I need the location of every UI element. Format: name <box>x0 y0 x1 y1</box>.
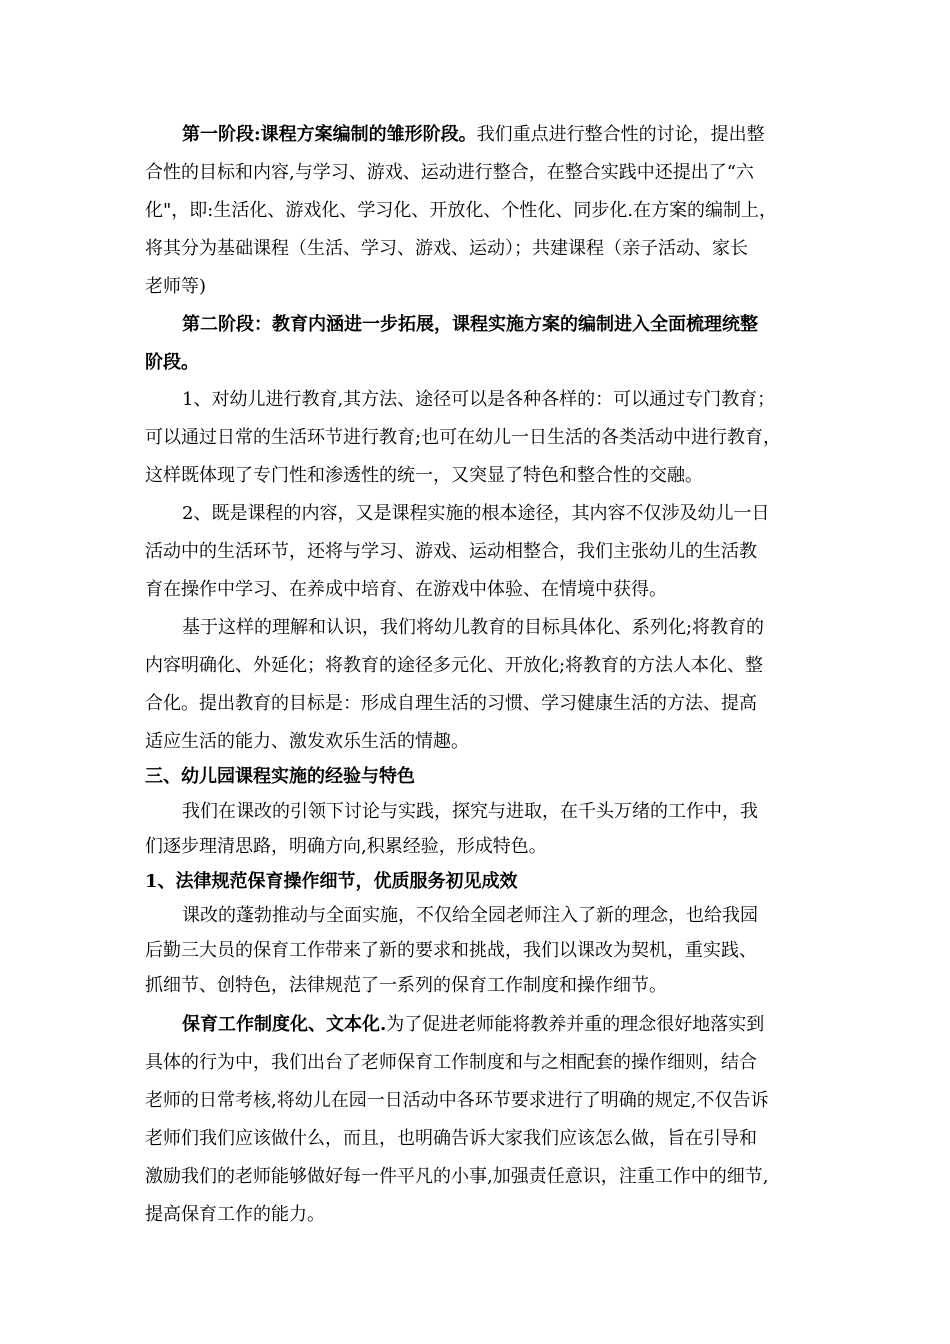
stage1-line-1-text: 我们重点进行整合性的讨论，提出整 <box>476 124 765 145</box>
para3-line-3: 合化。提出教育的目标是：形成自理生活的习惯、学习健康生活的方法、提高 <box>145 693 757 714</box>
para6-line-4: 老师们我们应该做什么，而且，也明确告诉大家我们应该怎么做，旨在引导和 <box>145 1128 757 1149</box>
para5-line-2: 后勤三大员的保育工作带来了新的要求和挑战，我们以课改为契机，重实践、 <box>145 940 757 961</box>
para6-line-2: 具体的行为中，我们出台了老师保育工作制度和与之相配套的操作细则，结合 <box>145 1052 757 1073</box>
para1-line-1: 1、对幼儿进行教育,其方法、途径可以是各种各样的：可以通过专门教育； <box>182 389 776 410</box>
para6-line-1 <box>182 1014 764 1036</box>
stage1-line-4: 将其分为基础课程（生活、学习、游戏、运动）；共建课程（亲子活动、家长 <box>145 238 748 259</box>
stage2-heading-line-1: 第二阶段：教育内涵进一步拓展，课程实施方案的编制进入全面梳理统整 <box>182 314 758 335</box>
para2-line-3: 育在操作中学习、在养成中培育、在游戏中体验、在情境中获得。 <box>145 579 667 600</box>
stage1-line-5: 老师等) <box>145 276 207 297</box>
para5-line-3: 抓细节、创特色，法律规范了一系列的保育工作制度和操作细节。 <box>145 975 667 996</box>
para3-line-2: 内容明确化、外延化；将教育的途径多元化、开放化;将教育的方法人本化、整 <box>145 655 764 676</box>
para1-line-3: 这样既体现了专门性和渗透性的统一，又突显了特色和整合性的交融。 <box>145 465 703 486</box>
para4-line-2: 们逐步理清思路，明确方向,积累经验，形成特色。 <box>145 836 547 857</box>
para1-line-2: 可以通过日常的生活环节进行教育;也可在幼儿一日生活的各类活动中进行教育， <box>145 427 782 448</box>
para6-line-5: 激励我们的老师能够做好每一件平凡的小事,加强责任意识，注重工作中的细节, <box>145 1166 769 1187</box>
para6-line-3: 老师的日常考核,将幼儿在园一日活动中各环节要求进行了明确的规定,不仅告诉 <box>145 1090 769 1111</box>
para4-line-1: 我们在课改的引领下讨论与实践，探究与进取，在千头万绪的工作中，我 <box>182 801 758 822</box>
subsection1-heading: 1、法律规范保育操作细节，优质服务初见成效 <box>145 871 518 892</box>
stage2-heading-line-2: 阶段。 <box>145 352 199 373</box>
para3-line-1: 基于这样的理解和认识，我们将幼儿教育的目标具体化、系列化;将教育的 <box>182 617 765 638</box>
section3-heading: 三、幼儿园课程实施的经验与特色 <box>145 766 415 787</box>
stage1-line-2: 合性的目标和内容,与学习、游戏、运动进行整合，在整合实践中还提出了“六 <box>145 162 754 183</box>
para5-line-1: 课改的蓬勃推动与全面实施，不仅给全园老师注入了新的理念，也给我园 <box>182 905 758 926</box>
stage1-heading: 第一阶段:课程方案编制的雏形阶段。 <box>182 124 477 145</box>
para3-line-4: 适应生活的能力、激发欢乐生活的情趣。 <box>145 731 469 752</box>
stage1-line-1 <box>182 124 765 146</box>
stage1-line-3: 化"，即:生活化、游戏化、学习化、开放化、个性化、同步化.在方案的编制上， <box>145 200 778 221</box>
para6-heading: 保育工作制度化、文本化. <box>182 1014 387 1035</box>
para6-line-1-text: 为了促进老师能将教养并重的理念很好地落实到 <box>386 1014 765 1035</box>
para2-line-2: 活动中的生活环节，还将与学习、游戏、运动相整合，我们主张幼儿的生活教 <box>145 541 757 562</box>
para6-line-6: 提高保育工作的能力。 <box>145 1204 325 1225</box>
para2-line-1: 2、既是课程的内容，又是课程实施的根本途径，其内容不仅涉及幼儿一日 <box>182 503 770 524</box>
